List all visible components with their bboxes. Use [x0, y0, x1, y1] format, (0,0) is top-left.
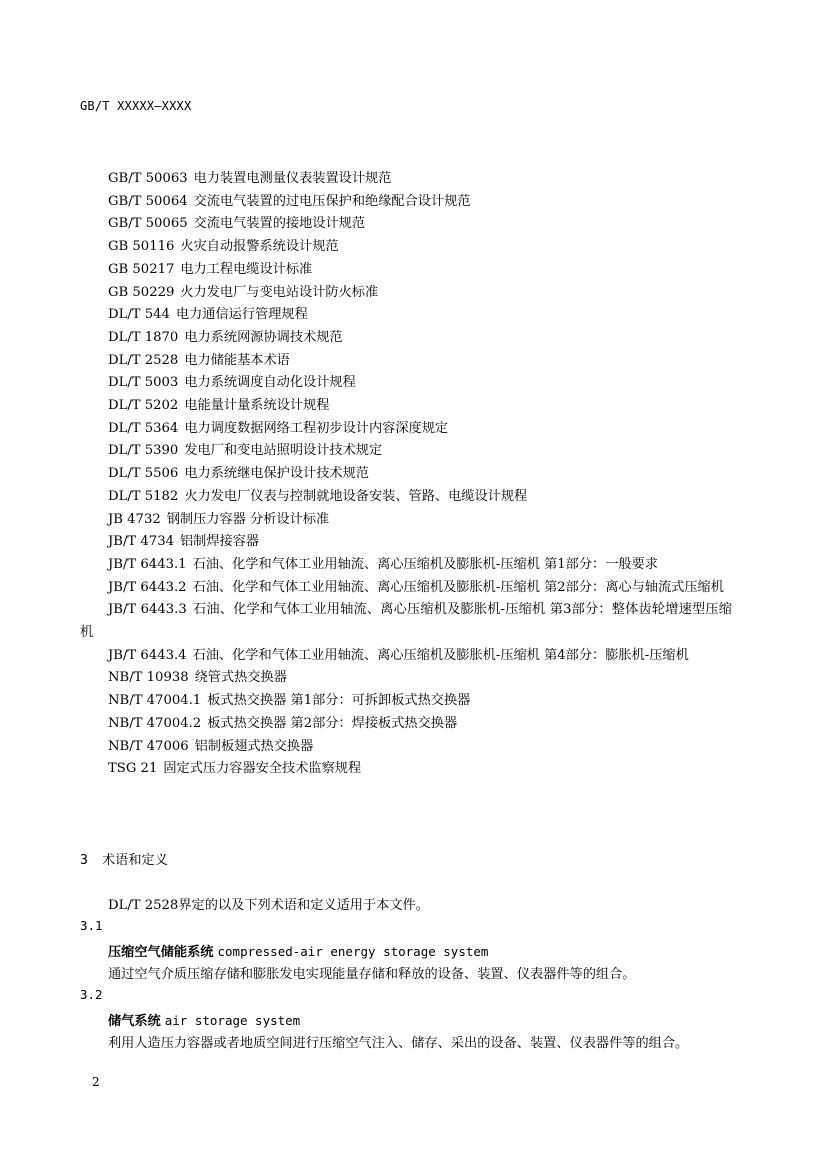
reference-title: 电力通信运行管理规程 — [175, 307, 308, 323]
reference-item — [80, 645, 732, 668]
reference-title: 板式热交换器 第2部分：焊接板式热交换器 — [207, 715, 458, 731]
reference-code: NB/T 47006 — [108, 738, 189, 754]
reference-item — [80, 667, 732, 690]
reference-item — [80, 372, 732, 395]
reference-item — [80, 191, 732, 214]
document-code-header: GB/T XXXXX—XXXX — [80, 99, 192, 113]
reference-code: DL/T 5202 — [108, 398, 179, 414]
reference-title: 石油、化学和气体工业用轴流、离心压缩机及膨胀机-压缩机 第4部分：膨胀机-压缩机 — [192, 647, 689, 663]
reference-title: 火灾自动报警系统设计规范 — [180, 239, 339, 255]
reference-title: 铝制焊接容器 — [179, 534, 260, 550]
term-en: air storage system — [164, 1013, 301, 1028]
reference-item — [80, 554, 732, 577]
reference-item — [80, 236, 732, 259]
reference-code: DL/T 5390 — [108, 443, 179, 459]
reference-code: NB/T 47004.2 — [108, 715, 202, 731]
reference-item — [80, 282, 732, 305]
reference-code: DL/T 544 — [108, 307, 170, 323]
reference-item — [80, 304, 732, 327]
reference-title: 电力系统继电保护设计技术规范 — [184, 466, 369, 482]
reference-item — [80, 327, 732, 350]
normative-references-list — [80, 168, 732, 781]
term-title — [108, 941, 488, 960]
reference-title: 交流电气装置的过电压保护和绝缘配合设计规范 — [193, 193, 471, 209]
term-title — [108, 1010, 300, 1029]
reference-code: GB/T 50065 — [108, 216, 188, 232]
term-zh: 储气系统 — [108, 1014, 161, 1029]
reference-code: JB/T 6443.1 — [108, 556, 187, 572]
reference-code: JB/T 6443.4 — [108, 647, 187, 663]
reference-title: 板式热交换器 第1部分：可拆卸板式热交换器 — [207, 693, 471, 709]
term-en: compressed-air energy storage system — [217, 944, 489, 959]
reference-code: GB/T 50063 — [108, 171, 188, 186]
reference-title: 火力发电厂仪表与控制就地设备安装、管路、电缆设计规程 — [184, 488, 528, 504]
reference-item — [80, 713, 732, 736]
reference-code: JB 4732 — [108, 511, 161, 527]
reference-code: GB 50116 — [108, 239, 175, 255]
reference-title: 火力发电厂与变电站设计防火标准 — [180, 284, 379, 300]
reference-title: 铝制板翅式热交换器 — [194, 738, 314, 754]
reference-code: DL/T 5506 — [108, 466, 179, 482]
reference-title: 绕管式热交换器 — [194, 670, 287, 686]
reference-code: GB/T 50064 — [108, 193, 188, 209]
reference-item — [80, 463, 732, 486]
reference-code: JB/T 6443.3 — [108, 602, 187, 618]
page-number: 2 — [92, 1075, 100, 1089]
reference-code: DL/T 1870 — [108, 329, 179, 345]
reference-item — [80, 577, 732, 600]
reference-item — [80, 418, 732, 441]
term-number: 3.1 — [80, 918, 103, 933]
reference-title: 石油、化学和气体工业用轴流、离心压缩机及膨胀机-压缩机 第2部分：离心与轴流式压缩机 — [192, 579, 724, 595]
section-number: 3 — [80, 853, 88, 868]
reference-title: 固定式压力容器安全技术监察规程 — [163, 761, 362, 777]
reference-code: TSG 21 — [108, 761, 158, 777]
reference-code: DL/T 5364 — [108, 420, 179, 436]
reference-item — [80, 259, 732, 282]
reference-code: NB/T 10938 — [108, 670, 189, 686]
reference-item — [80, 168, 732, 191]
reference-item — [80, 690, 732, 713]
reference-code: JB/T 4734 — [108, 534, 174, 550]
reference-title: 电力工程电缆设计标准 — [180, 261, 313, 277]
reference-code: GB 50217 — [108, 261, 175, 277]
reference-item — [80, 350, 732, 373]
section-heading — [80, 849, 168, 868]
reference-item — [80, 213, 732, 236]
reference-title: 交流电气装置的接地设计规范 — [193, 216, 366, 232]
reference-code: GB 50229 — [108, 284, 175, 300]
reference-item — [80, 395, 732, 418]
reference-title: 电力储能基本术语 — [184, 352, 290, 368]
reference-title: 钢制压力容器 分析设计标准 — [166, 511, 330, 527]
reference-code: DL/T 2528 — [108, 352, 179, 368]
reference-title: 电力调度数据网络工程初步设计内容深度规定 — [184, 420, 449, 436]
term-definition: 利用人造压力容器或者地质空间进行压缩空气注入、储存、采出的设备、装置、仪表器件等的组合。 — [108, 1036, 689, 1051]
reference-code: NB/T 47004.1 — [108, 693, 202, 709]
reference-code: DL/T 5182 — [108, 488, 179, 504]
reference-item — [80, 599, 732, 644]
reference-item — [80, 440, 732, 463]
reference-title: 电能量计量系统设计规程 — [184, 398, 330, 414]
reference-code: DL/T 5003 — [108, 375, 179, 391]
reference-item — [80, 531, 732, 554]
term-number: 3.2 — [80, 987, 103, 1002]
term-zh: 压缩空气储能系统 — [108, 945, 214, 960]
reference-item — [80, 486, 732, 509]
reference-title: 电力系统调度自动化设计规程 — [184, 375, 356, 391]
reference-title: 电力系统网源协调技术规范 — [184, 329, 343, 345]
section-intro: DL/T 2528界定的以及下列术语和定义适用于本文件。 — [108, 898, 429, 913]
reference-title: 石油、化学和气体工业用轴流、离心压缩机及膨胀机-压缩机 第3部分：整体齿轮增速型压缩机 — [80, 602, 732, 641]
reference-item — [80, 758, 732, 781]
reference-code: JB/T 6443.2 — [108, 579, 187, 595]
section-title: 术语和定义 — [102, 853, 168, 868]
reference-item — [80, 736, 732, 759]
reference-title: 石油、化学和气体工业用轴流、离心压缩机及膨胀机-压缩机 第1部分：一般要求 — [192, 556, 658, 572]
reference-title: 发电厂和变电站照明设计技术规定 — [184, 443, 383, 459]
term-definition: 通过空气介质压缩存储和膨胀发电实现能量存储和释放的设备、装置、仪表器件等的组合。 — [108, 967, 636, 982]
reference-title: 电力装置电测量仪表装置设计规范 — [193, 171, 392, 186]
reference-item — [80, 509, 732, 532]
